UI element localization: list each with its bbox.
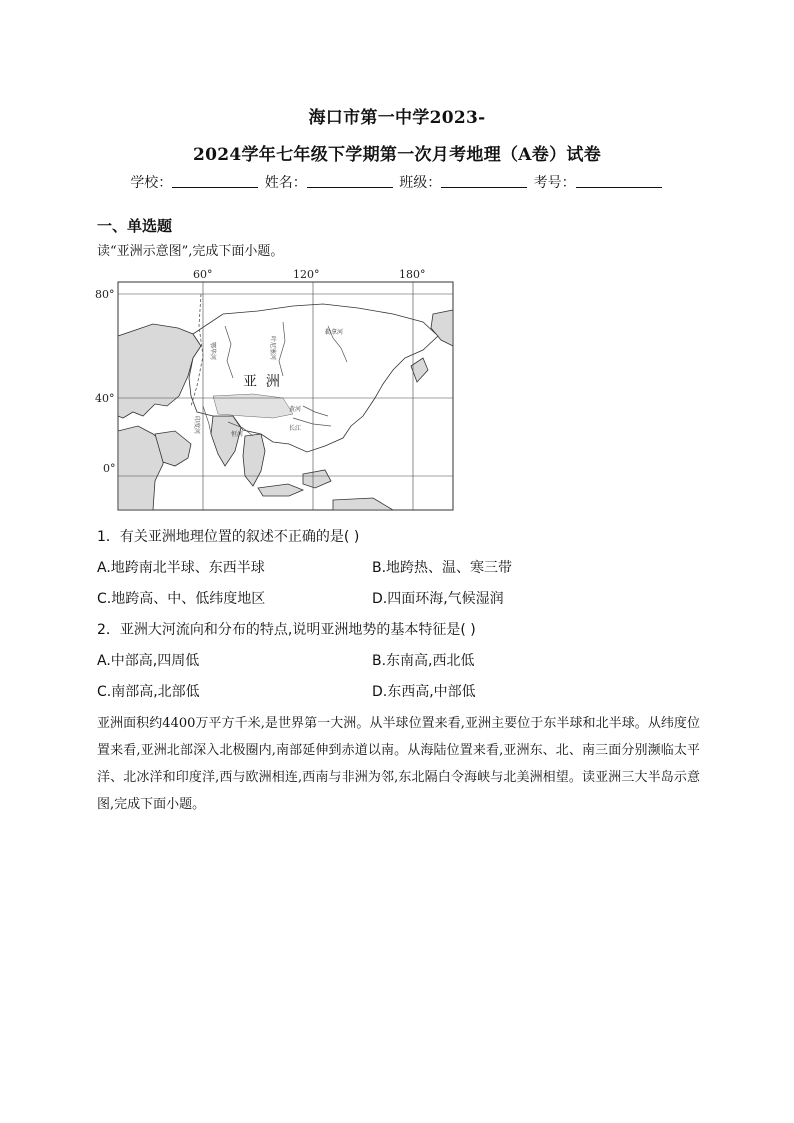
lon-label-60: 60° xyxy=(193,268,213,281)
lon-label-120: 120° xyxy=(293,268,320,281)
exam-title-line1: 海口市第一中学2023- xyxy=(308,108,486,128)
q2-option-c[interactable]: C.南部高,北部低 xyxy=(97,684,200,700)
lat-label-80: 80° xyxy=(95,288,115,301)
river-label-lena: 勒拿河 xyxy=(325,329,344,336)
q2-option-b[interactable]: B.东南高,西北低 xyxy=(372,653,475,669)
river-label-yenisei: 叶尼塞河 xyxy=(269,336,276,361)
name-blank[interactable] xyxy=(307,175,393,188)
asia-paragraph: 亚洲面积约4400万平方千米,是世界第一大洲。从半球位置来看,亚洲主要位于东半球和北半球。从纬度位置来看,亚洲北部深入北极圈内,南部延伸到赤道以南。从海陆位置来看,亚洲东、北、南三面分别濒临太平洋、北冰洋和印度洋,西与欧洲相连,西南与非洲为邻,东北隔白令海峡与北美洲相望。读亚洲三大半岛示意图,完成下面小题。 xyxy=(97,716,700,812)
lon-label-180: 180° xyxy=(399,268,426,281)
q1-option-c[interactable]: C.地跨高、中、低纬度地区 xyxy=(97,591,266,607)
section-heading: 一、单选题 xyxy=(97,217,173,235)
school-blank[interactable] xyxy=(172,175,258,188)
q2-option-d[interactable]: D.东西高,中部低 xyxy=(372,684,476,700)
q1-option-b[interactable]: B.地跨热、温、寒三带 xyxy=(372,560,513,576)
map-intro: 读“亚洲示意图”,完成下面小题。 xyxy=(97,244,284,259)
question-2-stem: 2．亚洲大河流向和分布的特点,说明亚洲地势的基本特征是( ) xyxy=(97,622,476,638)
lat-label-0: 0° xyxy=(103,462,116,475)
continent-label: 亚 洲 xyxy=(243,374,280,390)
student-info-line xyxy=(0,172,794,192)
name-label: 姓名： xyxy=(264,175,307,191)
q2-option-a[interactable]: A.中部高,四周低 xyxy=(97,653,200,669)
river-label-ganges: 恒河 xyxy=(231,431,244,438)
question-1-stem: 1．有关亚洲地理位置的叙述不正确的是( ) xyxy=(97,529,360,545)
number-blank[interactable] xyxy=(576,175,662,188)
school-label: 学校： xyxy=(130,175,173,191)
asia-map xyxy=(93,266,463,516)
river-label-indus: 印度河 xyxy=(193,416,200,435)
exam-title-line2: 2024学年七年级下学期第一次月考地理（A卷）试卷 xyxy=(192,145,601,165)
plateau-area xyxy=(213,394,293,418)
class-label: 班级： xyxy=(399,175,442,191)
q1-option-d[interactable]: D.四面环海,气候湿润 xyxy=(372,591,504,607)
number-label: 考号： xyxy=(533,175,576,191)
river-label-yangtze: 长江 xyxy=(289,425,302,432)
river-label-ob: 鄂毕河 xyxy=(209,342,216,361)
q1-option-a[interactable]: A.地跨南北半球、东西半球 xyxy=(97,560,265,576)
river-label-yellow: 黄河 xyxy=(289,406,302,413)
class-blank[interactable] xyxy=(441,175,527,188)
lat-label-40: 40° xyxy=(95,392,115,405)
